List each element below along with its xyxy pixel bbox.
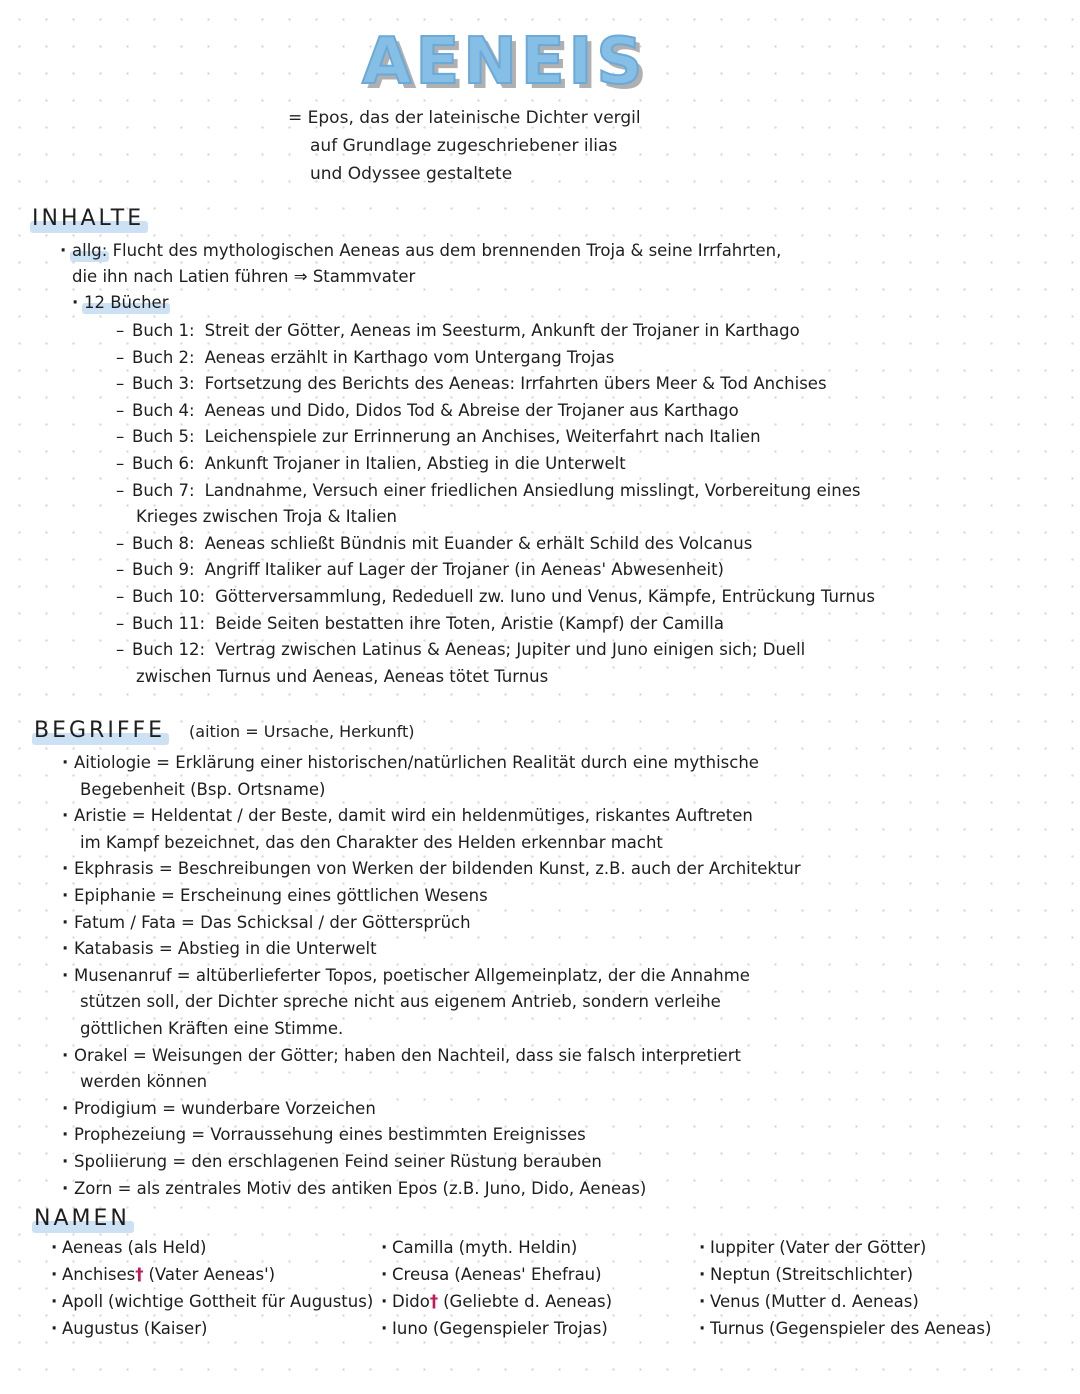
name-detail: (Geliebte d. Aeneas) [443,1292,613,1311]
book-item [132,451,626,477]
name-detail: (als Held) [127,1238,207,1257]
name-label: Apoll [62,1292,104,1311]
book-text: Leichenspiele zur Errinnerung an Anchises, Weiterfahrt nach Italien [204,427,761,447]
book-text: Vertrag zwischen Latinus & Aeneas; Jupiter und Juno einigen sich; Duell [215,640,806,660]
page-title: AENEIS [362,25,647,99]
name-label: Turnus [710,1319,765,1338]
book-text: Ankunft Trojaner in Italien, Abstieg in die Unterwelt [204,454,626,473]
name-detail: (Vater der Götter) [779,1238,927,1257]
name-detail: (Kaiser) [143,1319,208,1338]
section-heading-namen [34,1208,130,1230]
name-label: Camilla [392,1238,454,1257]
book-text: Aeneas schließt Bündnis mit Euander & erhält Schild des Volcanus [204,533,753,553]
book-item [132,611,724,637]
book-label: Buch 7: [132,480,195,500]
term-text-cont: göttlichen Kräften eine Stimme. [80,1019,344,1038]
book-label: Buch 5: [132,427,195,447]
name-item [392,1261,612,1288]
book-label: Buch 10: [132,587,206,606]
book-item [132,637,805,663]
book-label: Buch 9: [132,560,195,580]
term-item: · Katabasis = Abstieg in die Unterwelt [74,936,377,962]
name-detail: (Vater Aeneas') [148,1265,276,1284]
name-item [62,1288,373,1315]
name-detail: (myth. Heldin) [458,1238,578,1257]
term-item: · Fatum / Fata = Das Schicksal / der Göttersprüch [74,910,471,936]
name-detail: (Mutter d. Aeneas) [764,1292,919,1311]
section-heading-begriffe [34,720,415,742]
book-item [132,584,875,610]
term-item: · Spoliierung = den erschlagenen Feind seiner Rüstung berauben [74,1149,602,1175]
book-item [132,531,752,557]
term-item: · Epiphanie = Erscheinung eines göttlichen Wesens [74,883,488,909]
name-label: Augustus [62,1319,139,1338]
book-item [132,398,739,424]
name-item [710,1261,991,1288]
title-definition [288,104,641,188]
term-item: · Prophezeiung = Vorraussehung eines bestimmten Ereignisses [74,1122,586,1148]
term-item: · Prodigium = wunderbare Vorzeichen [74,1096,376,1122]
name-item [392,1288,612,1315]
heading-highlight: NAMEN [34,1206,130,1231]
name-label: Anchises [62,1265,136,1284]
name-detail: (Aeneas' Ehefrau) [454,1265,602,1284]
name-label: Iuppiter [710,1238,775,1257]
name-detail: (Streitschlichter) [775,1265,914,1284]
book-text: Aeneas und Dido, Didos Tod & Abreise der Trojaner aus Karthago [204,400,739,420]
heading-highlight: INHALTE [32,206,145,231]
name-item [62,1261,373,1288]
book-text: Streit der Götter, Aeneas im Seesturm, Ankunft der Trojaner in Karthago [204,321,800,340]
book-item [132,557,724,583]
term-item: · Ekphrasis = Beschreibungen von Werken der bildenden Kunst, z.B. auch der Architektur [74,856,801,882]
name-detail: (Gegenspieler Trojas) [432,1319,608,1338]
book-text-cont: zwischen Turnus und Aeneas, Aeneas tötet Turnus [136,666,549,686]
book-label: Buch 8: [132,533,195,553]
book-item [132,371,827,397]
book-text: Aeneas erzählt in Karthago vom Untergang Trojas [204,347,615,367]
book-item [132,424,761,450]
name-item [62,1315,373,1342]
aition-note: (aition = Ursache, Herkunft) [189,722,415,741]
term-item: · Zorn = als zentrales Motiv des antiken Epos (z.B. Juno, Dido, Aeneas) [74,1176,646,1202]
name-item [710,1315,991,1342]
term-item: · Aristie = Heldentat / der Beste, damit wird ein heldenmütiges, riskantes Auftreten [74,803,753,829]
term-text-cont: im Kampf bezeichnet, das den Charakter des Helden erkennbar macht [80,832,663,852]
name-label: Creusa [392,1265,450,1284]
name-item [710,1234,991,1261]
book-label: Buch 6: [132,454,195,473]
term-item: · Aitiologie = Erklärung einer historischen/natürlichen Realität durch eine mythische [74,750,759,776]
book-text: Fortsetzung des Berichts des Aeneas: Irrfahrten übers Meer & Tod Anchises [204,374,827,394]
book-label: Buch 11: [132,613,206,633]
book-text: Götterversammlung, Rededuell zw. Iuno und Venus, Kämpfe, Entrückung Turnus [215,587,875,606]
names-column-2 [392,1234,612,1342]
heading-highlight: BEGRIFFE [34,718,166,743]
name-item [62,1234,373,1261]
term-item: · Musenanruf = altüberlieferter Topos, poetischer Allgemeinplatz, der die Annahme [74,963,750,989]
name-label: Neptun [710,1265,771,1284]
book-label: Buch 12: [132,640,206,660]
buecher-label [84,290,168,316]
book-label: Buch 3: [132,374,195,394]
name-label: Venus [710,1292,760,1311]
inhalte-allg [72,238,781,264]
term-text-cont: stützen soll, der Dichter spreche nicht aus eigenem Antrieb, sondern verleihe [80,992,721,1012]
allg-text-cont: die ihn nach Latien führen ⇒ Stammvater [72,267,416,286]
name-label: Dido [392,1292,430,1311]
definition-line: auf Grundlage zugeschriebener ilias [310,136,618,156]
book-item [132,345,614,371]
name-label: Iuno [392,1319,428,1338]
name-label: Aeneas [62,1238,123,1257]
name-item [392,1315,612,1342]
buecher-label-text: 12 Bücher [84,290,168,316]
name-item [392,1234,612,1261]
allg-text: Flucht des mythologischen Aeneas aus dem brennenden Troja & seine Irrfahrten, [112,241,782,260]
name-detail: (wichtige Gottheit für Augustus) [108,1292,374,1311]
book-text: Angriff Italiker auf Lager der Trojaner (in Aeneas' Abwesenheit) [204,560,724,580]
book-text: Beide Seiten bestatten ihre Toten, Aristie (Kampf) der Camilla [215,613,724,633]
name-item [710,1288,991,1315]
definition-line: und Odyssee gestaltete [310,164,513,184]
names-column-1 [62,1234,373,1342]
book-text: Landnahme, Versuch einer friedlichen Ansiedlung misslingt, Vorbereitung eines [204,480,861,500]
book-text-cont: Krieges zwischen Troja & Italien [136,507,397,527]
names-column-3 [710,1234,991,1342]
deceased-cross-icon: † [429,1292,439,1311]
book-label: Buch 1: [132,321,195,340]
book-item [132,318,800,344]
book-label: Buch 2: [132,347,195,367]
book-item [132,478,860,504]
deceased-cross-icon: † [135,1265,144,1284]
allg-label: allg: [72,238,107,264]
term-text-cont: werden können [80,1072,208,1092]
book-label: Buch 4: [132,400,195,420]
term-text-cont: Begebenheit (Bsp. Ortsname) [80,779,326,799]
term-item: · Orakel = Weisungen der Götter; haben den Nachteil, dass sie falsch interpretiert [74,1043,741,1069]
name-detail: (Gegenspieler des Aeneas) [769,1319,992,1338]
definition-line: = Epos, das der lateinische Dichter vergil [288,108,641,128]
section-heading-inhalte [32,208,144,230]
